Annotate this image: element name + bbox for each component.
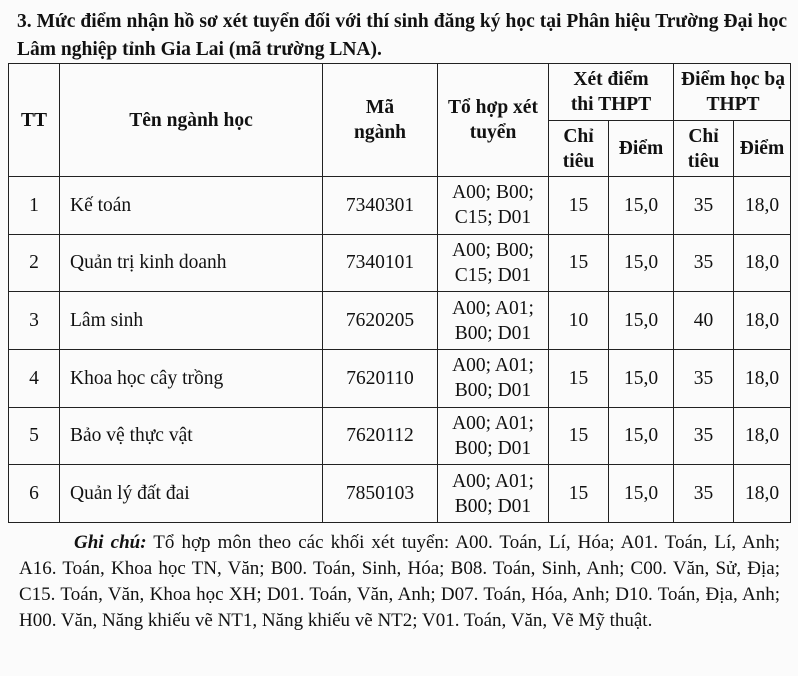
row-major-name: Kế toán — [60, 177, 323, 235]
row-hb-score: 18,0 — [734, 234, 791, 292]
table-row — [9, 234, 791, 292]
row-major-code: 7340101 — [323, 234, 438, 292]
row-subject-combo: A00; A01; B00; D01 — [438, 407, 549, 465]
header-major-code: Mã ngành — [323, 64, 438, 177]
row-subject-combo: A00; B00; C15; D01 — [438, 177, 549, 235]
header-hb-points: Điểm — [734, 121, 791, 177]
row-major-name: Khoa học cây trồng — [60, 349, 323, 407]
row-tt: 3 — [9, 292, 60, 350]
table-row — [9, 177, 791, 235]
row-major-code: 7340301 — [323, 177, 438, 235]
header-major-name: Tên ngành học — [60, 64, 323, 177]
row-hb-quota: 35 — [674, 177, 734, 235]
row-subject-combo: A00; A01; B00; D01 — [438, 349, 549, 407]
row-hb-score: 18,0 — [734, 465, 791, 523]
table-row — [9, 349, 791, 407]
table-row — [9, 292, 791, 350]
row-hb-quota: 40 — [674, 292, 734, 350]
header-thpt-points: Điểm — [609, 121, 674, 177]
row-major-code: 7620205 — [323, 292, 438, 350]
row-major-code: 7620110 — [323, 349, 438, 407]
row-thpt-score: 15,0 — [609, 349, 674, 407]
footnote — [19, 530, 780, 634]
row-hb-quota: 35 — [674, 407, 734, 465]
row-tt: 2 — [9, 234, 60, 292]
row-thpt-quota: 15 — [549, 234, 609, 292]
note-text: Tổ hợp môn theo các khối xét tuyển: A00. Toán, Lí, Hóa; A01. Toán, Lí, Anh; A16. Toán, Khoa học TN, Văn; B00. Toán, Sinh, Hóa; B08. Toán, Sinh, Anh; C00. Văn, Sử, Địa; C15. Toán, Văn, Khoa học XH; D01. Toán, Văn, Anh; D07. Toán, Hóa, Anh; D10. Toán, Địa, Anh; H00. Văn, Năng khiếu vẽ NT1, Năng khiếu vẽ NT2; V01. Toán, Văn, Vẽ Mỹ thuật. — [19, 532, 780, 631]
row-thpt-quota: 15 — [549, 349, 609, 407]
header-subject-combo: Tổ hợp xét tuyển — [438, 64, 549, 177]
row-hb-score: 18,0 — [734, 407, 791, 465]
row-major-name: Quản trị kinh doanh — [60, 234, 323, 292]
header-thpt-score: Xét điểm thi THPT — [549, 64, 674, 121]
row-major-name: Lâm sinh — [60, 292, 323, 350]
row-tt: 5 — [9, 407, 60, 465]
row-subject-combo: A00; A01; B00; D01 — [438, 292, 549, 350]
row-thpt-score: 15,0 — [609, 465, 674, 523]
row-thpt-score: 15,0 — [609, 407, 674, 465]
row-hb-score: 18,0 — [734, 349, 791, 407]
row-subject-combo: A00; B00; C15; D01 — [438, 234, 549, 292]
table-row — [9, 465, 791, 523]
header-tt: TT — [9, 64, 60, 177]
row-thpt-quota: 15 — [549, 465, 609, 523]
row-thpt-score: 15,0 — [609, 234, 674, 292]
header-hb-quota: Chỉ tiêu — [674, 121, 734, 177]
admission-score-table — [8, 63, 791, 523]
row-thpt-quota: 15 — [549, 407, 609, 465]
row-hb-quota: 35 — [674, 465, 734, 523]
row-hb-quota: 35 — [674, 349, 734, 407]
row-thpt-quota: 10 — [549, 292, 609, 350]
row-major-code: 7850103 — [323, 465, 438, 523]
row-major-name: Quản lý đất đai — [60, 465, 323, 523]
row-thpt-score: 15,0 — [609, 177, 674, 235]
section-heading: 3. Mức điểm nhận hồ sơ xét tuyển đối với thí sinh đăng ký học tại Phân hiệu Trường Đại học Lâm nghiệp tỉnh Gia Lai (mã trường LNA). — [17, 11, 787, 60]
table-row — [9, 407, 791, 465]
note-label: Ghi chú: — [74, 532, 147, 553]
row-subject-combo: A00; A01; B00; D01 — [438, 465, 549, 523]
header-transcript-score: Điểm học bạ THPT — [674, 64, 791, 121]
row-tt: 4 — [9, 349, 60, 407]
row-thpt-quota: 15 — [549, 177, 609, 235]
row-hb-score: 18,0 — [734, 292, 791, 350]
header-thpt-quota: Chỉ tiêu — [549, 121, 609, 177]
row-tt: 6 — [9, 465, 60, 523]
row-tt: 1 — [9, 177, 60, 235]
row-major-name: Bảo vệ thực vật — [60, 407, 323, 465]
row-hb-score: 18,0 — [734, 177, 791, 235]
header-row-top — [9, 64, 791, 121]
row-thpt-score: 15,0 — [609, 292, 674, 350]
row-major-code: 7620112 — [323, 407, 438, 465]
row-hb-quota: 35 — [674, 234, 734, 292]
